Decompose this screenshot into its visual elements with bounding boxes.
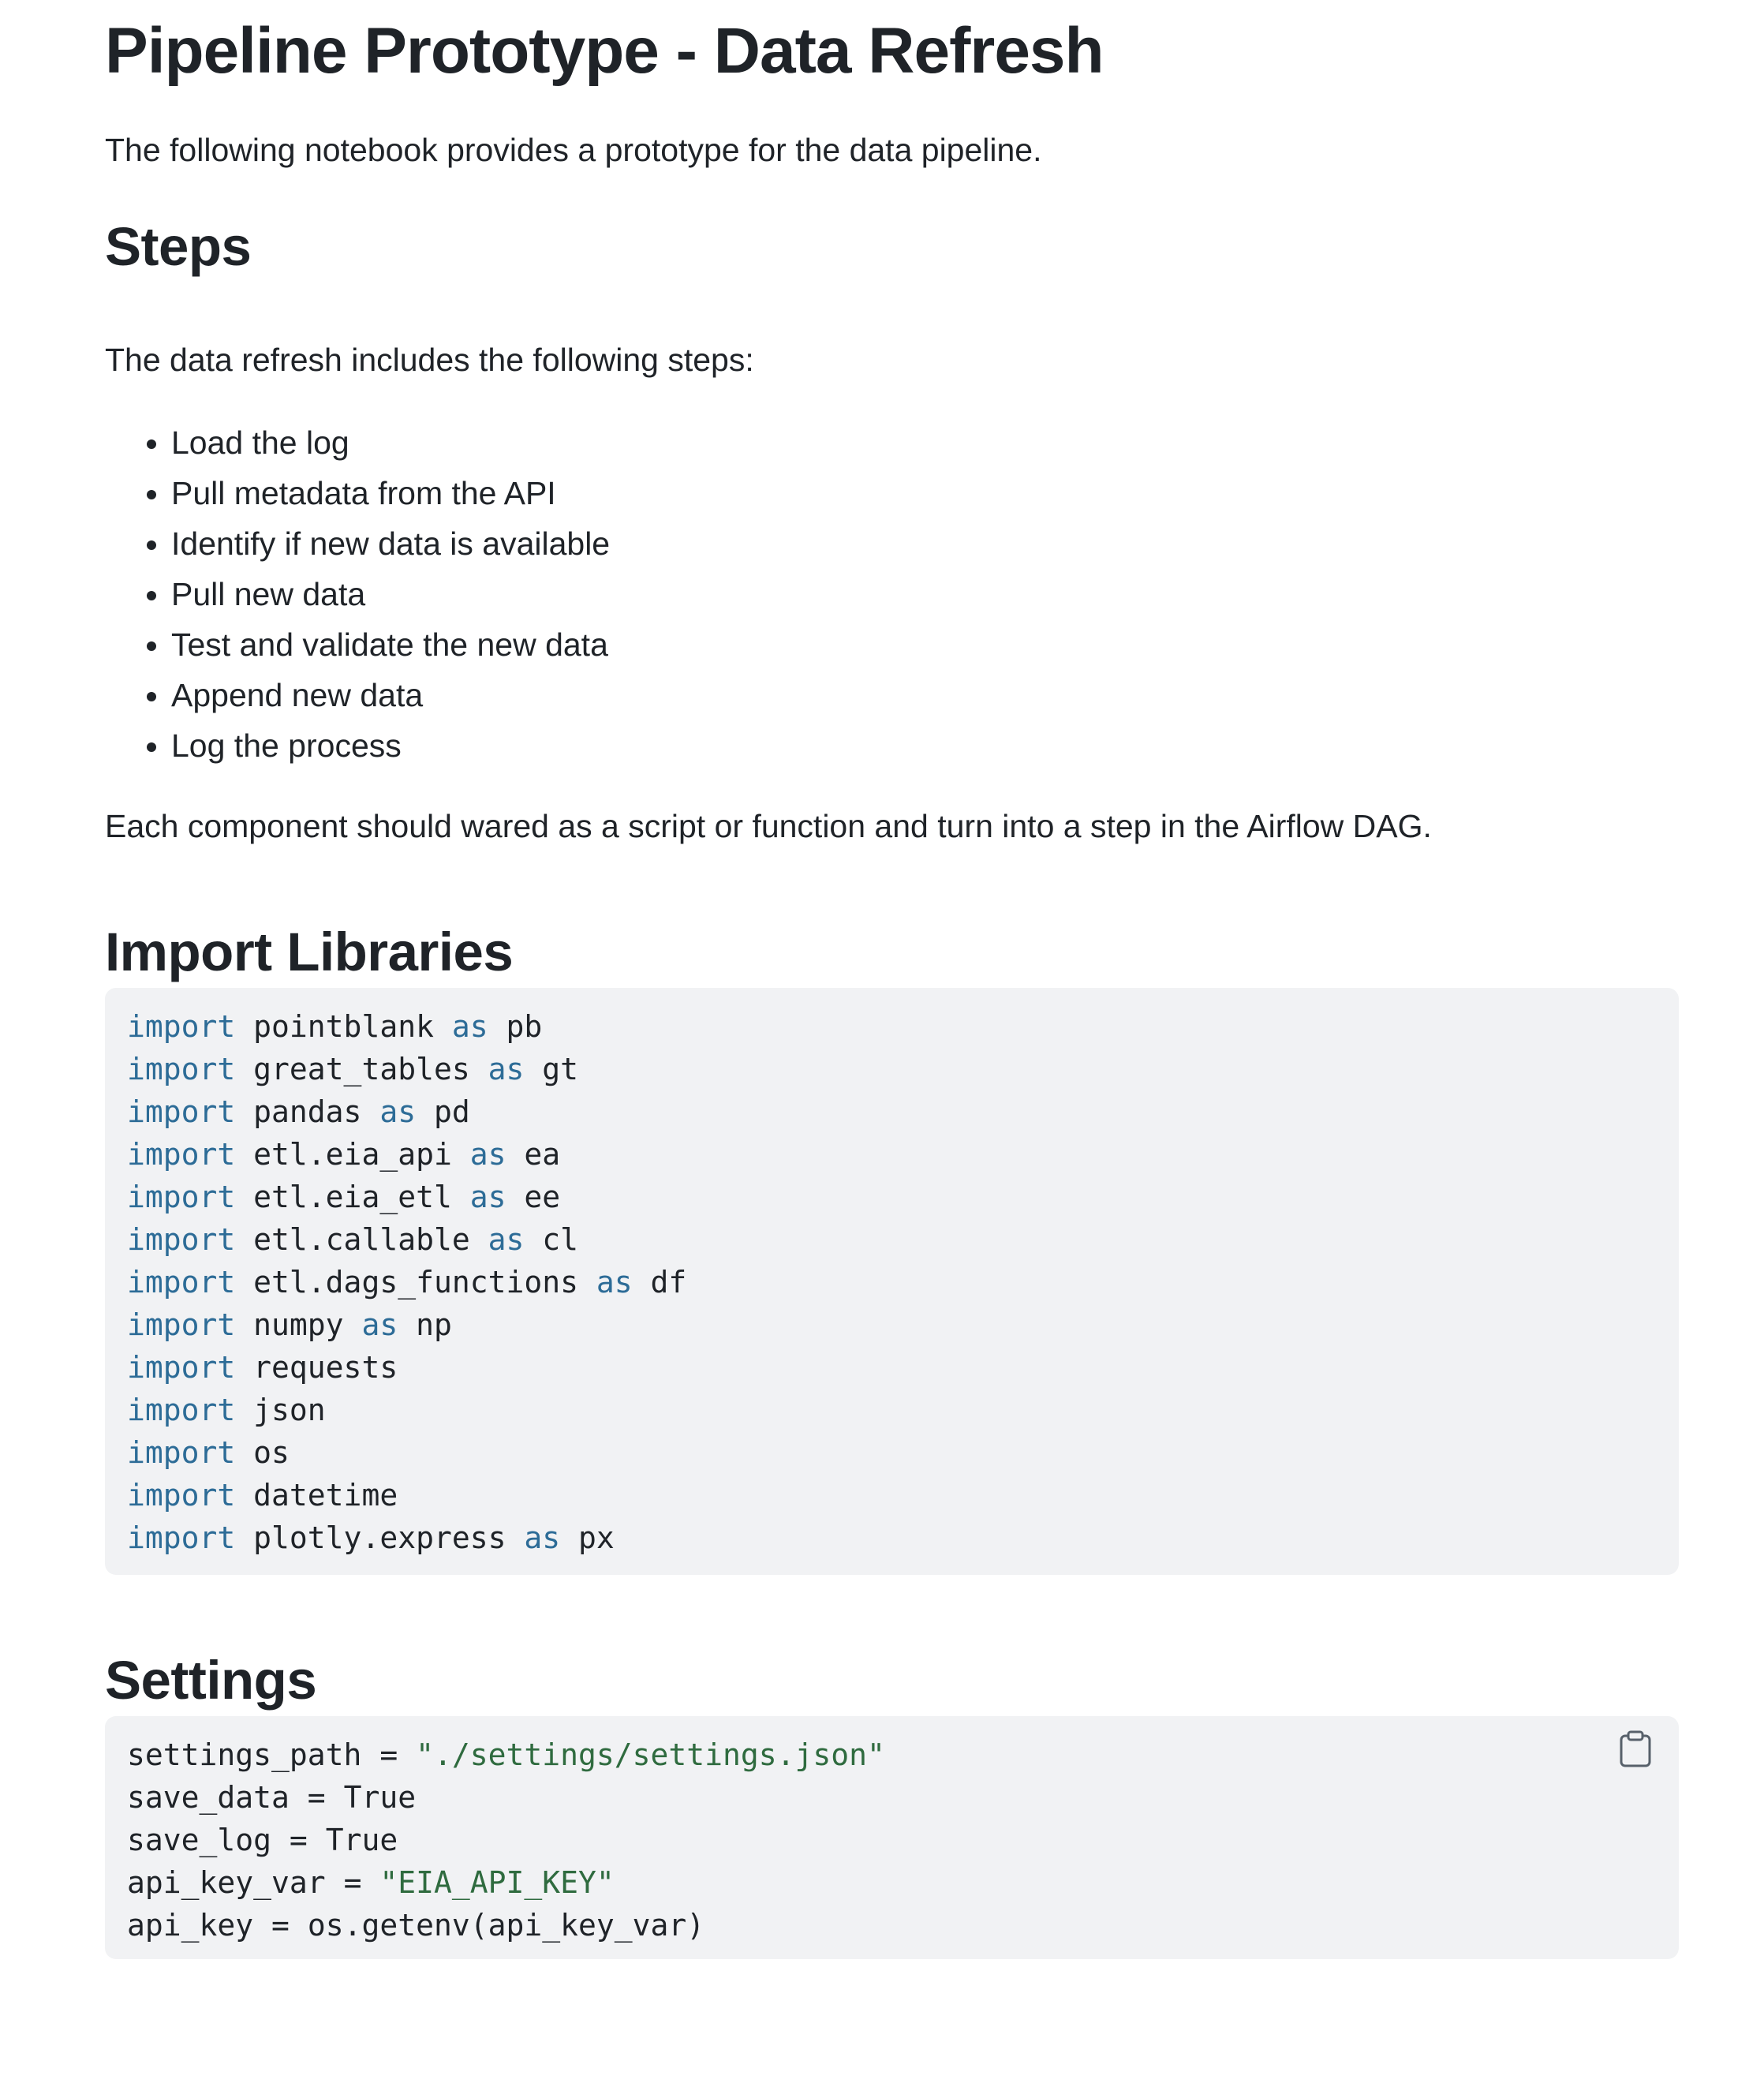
code-value: True — [343, 1780, 417, 1815]
code-module: plotly.express — [253, 1520, 506, 1555]
code-line — [127, 1908, 704, 1943]
list-item: • Identify if new data is available — [171, 518, 1679, 569]
code-keyword: import — [127, 1222, 236, 1257]
steps-list — [105, 417, 1679, 771]
code-module: etl.callable — [253, 1222, 470, 1257]
code-operator: = — [343, 1865, 362, 1900]
code-operator: = — [379, 1737, 398, 1772]
page-title: Pipeline Prototype - Data Refresh — [105, 15, 1104, 87]
code-keyword: import — [127, 1137, 236, 1172]
code-alias: ea — [524, 1137, 561, 1172]
code-keyword: as — [361, 1307, 398, 1342]
code-operator: = — [307, 1780, 326, 1815]
code-module: datetime — [253, 1478, 398, 1513]
intro-paragraph: The following notebook provides a prototype for the data pipeline. — [105, 132, 1042, 168]
code-variable: api_key_var — [127, 1865, 326, 1900]
code-module: etl.dags_functions — [253, 1265, 578, 1300]
code-line — [127, 1865, 615, 1900]
code-keyword: import — [127, 1265, 236, 1300]
code-keyword: import — [127, 1052, 236, 1086]
code-line — [127, 1265, 686, 1300]
code-line — [127, 1478, 398, 1513]
code-line — [127, 1094, 470, 1129]
notebook-page — [105, 0, 1679, 1959]
steps-intro-paragraph: The data refresh includes the following steps: — [105, 342, 754, 378]
code-line — [127, 1052, 578, 1086]
code-line — [127, 1180, 560, 1214]
code-module: pandas — [253, 1094, 362, 1129]
code-line — [127, 1780, 416, 1815]
code-keyword: as — [524, 1520, 561, 1555]
code-operator: = — [289, 1823, 308, 1857]
code-module: json — [253, 1393, 326, 1427]
code-keyword: import — [127, 1393, 236, 1427]
code-module: great_tables — [253, 1052, 470, 1086]
list-item: • Log the process — [171, 720, 1679, 771]
code-module: etl.eia_api — [253, 1137, 452, 1172]
code-alias: gt — [542, 1052, 579, 1086]
code-line — [127, 1737, 885, 1772]
list-item: • Append new data — [171, 670, 1679, 720]
code-keyword: as — [596, 1265, 633, 1300]
list-item: • Pull new data — [171, 569, 1679, 619]
code-variable: api_key — [127, 1908, 254, 1943]
steps-note-paragraph: Each component should wared as a script or function and turn into a step in the Airflow DAG. — [105, 808, 1432, 844]
list-item: • Load the log — [171, 417, 1679, 468]
code-variable: save_data — [127, 1780, 290, 1815]
code-alias: cl — [542, 1222, 579, 1257]
code-line — [127, 1137, 560, 1172]
code-keyword: import — [127, 1520, 236, 1555]
code-alias: pb — [506, 1009, 543, 1044]
code-value: "EIA_API_KEY" — [379, 1865, 615, 1900]
code-alias: ee — [524, 1180, 561, 1214]
code-variable: settings_path — [127, 1737, 362, 1772]
import-libraries-heading: Import Libraries — [105, 922, 514, 982]
code-alias: df — [650, 1265, 687, 1300]
code-keyword: as — [469, 1180, 506, 1214]
code-line — [127, 1393, 326, 1427]
code-keyword: import — [127, 1307, 236, 1342]
code-keyword: as — [379, 1094, 417, 1129]
code-line — [127, 1009, 542, 1044]
list-item: • Test and validate the new data — [171, 619, 1679, 670]
code-line — [127, 1222, 578, 1257]
code-module: etl.eia_etl — [253, 1180, 452, 1214]
code-line — [127, 1350, 398, 1385]
code-value: True — [325, 1823, 398, 1857]
code-keyword: as — [488, 1222, 525, 1257]
code-variable: save_log — [127, 1823, 272, 1857]
code-keyword: import — [127, 1094, 236, 1129]
code-alias: px — [578, 1520, 615, 1555]
code-value: "./settings/settings.json" — [416, 1737, 885, 1772]
code-operator: = — [271, 1908, 290, 1943]
code-alias: pd — [434, 1094, 470, 1129]
code-alias: np — [416, 1307, 452, 1342]
code-keyword: import — [127, 1009, 236, 1044]
import-code-block[interactable] — [105, 988, 1679, 1575]
clipboard-icon — [1619, 1730, 1652, 1768]
code-value: os.getenv(api_key_var) — [307, 1908, 705, 1943]
code-keyword: as — [469, 1137, 506, 1172]
code-line — [127, 1307, 452, 1342]
code-module: requests — [253, 1350, 398, 1385]
code-module: numpy — [253, 1307, 344, 1342]
code-keyword: import — [127, 1350, 236, 1385]
code-keyword: import — [127, 1435, 236, 1470]
code-line — [127, 1435, 290, 1470]
code-line — [127, 1520, 615, 1555]
code-keyword: import — [127, 1478, 236, 1513]
steps-heading: Steps — [105, 216, 252, 277]
code-keyword: as — [451, 1009, 488, 1044]
list-item: • Pull metadata from the API — [171, 468, 1679, 518]
code-module: pointblank — [253, 1009, 434, 1044]
code-keyword: import — [127, 1180, 236, 1214]
code-module: os — [253, 1435, 290, 1470]
settings-heading: Settings — [105, 1650, 317, 1711]
settings-code-block[interactable] — [105, 1716, 1679, 1959]
code-keyword: as — [488, 1052, 525, 1086]
code-line — [127, 1823, 398, 1857]
copy-button[interactable] — [1619, 1730, 1657, 1773]
